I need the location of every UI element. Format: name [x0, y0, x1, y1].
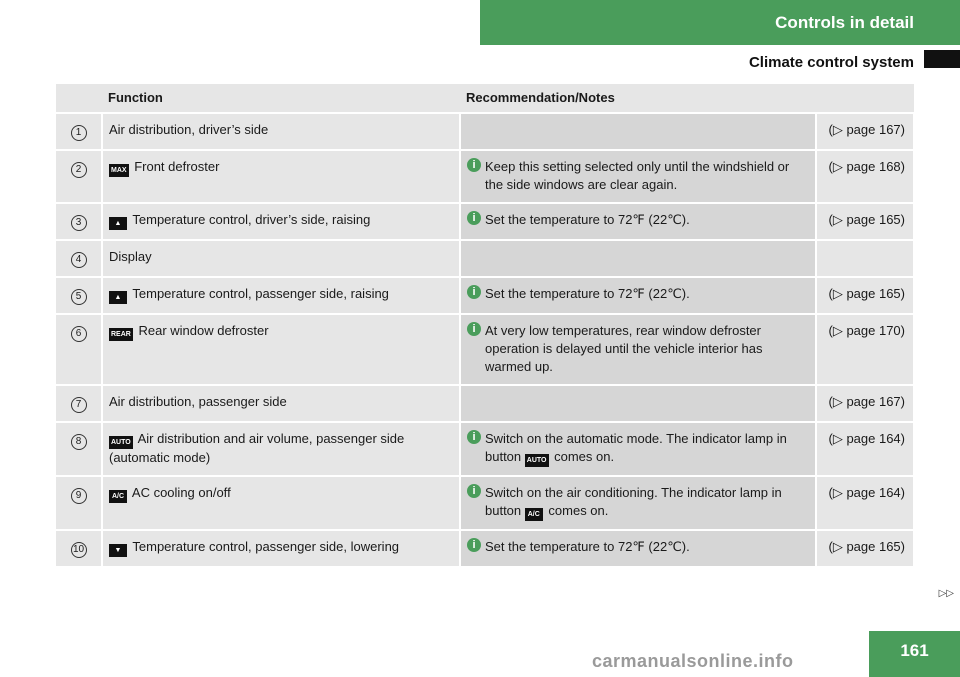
button-icon: ▼ — [109, 544, 127, 557]
thumb-index-tab — [924, 50, 960, 68]
button-icon: AUTO — [109, 436, 133, 449]
info-icon: i — [467, 322, 481, 336]
item-number: 7 — [71, 397, 87, 413]
button-icon: ▲ — [109, 217, 127, 230]
header-function: Function — [102, 84, 460, 113]
table-row — [56, 150, 914, 203]
table-row — [56, 277, 914, 314]
button-icon: REAR — [109, 328, 133, 341]
function-text: Air distribution, driver’s side — [109, 122, 269, 137]
note-text — [485, 484, 809, 521]
note-text-post: comes on. — [554, 449, 615, 464]
function-text: Temperature control, passenger side, raising — [132, 286, 389, 301]
table-row — [56, 113, 914, 150]
info-icon: i — [467, 211, 481, 225]
page-reference: (▷ page 168) — [816, 150, 914, 203]
note-text — [485, 430, 809, 467]
page-reference: (▷ page 164) — [816, 422, 914, 476]
page-reference: (▷ page 167) — [816, 385, 914, 422]
table-header-row — [56, 84, 914, 113]
page-reference: (▷ page 165) — [816, 530, 914, 567]
button-icon: A/C — [525, 508, 543, 521]
table-row — [56, 240, 914, 277]
button-icon: A/C — [109, 490, 127, 503]
table-row — [56, 314, 914, 385]
page-reference: (▷ page 165) — [816, 203, 914, 240]
note-text: At very low temperatures, rear window defroster operation is delayed until the vehicle interior has warmed up. — [485, 323, 763, 374]
table-row — [56, 203, 914, 240]
note-text: Keep this setting selected only until the windshield or the side windows are clear again. — [485, 159, 790, 192]
table-row — [56, 422, 914, 476]
item-number: 3 — [71, 215, 87, 231]
page-number: 161 — [900, 641, 929, 660]
item-number: 4 — [71, 252, 87, 268]
info-icon: i — [467, 430, 481, 444]
function-text: Display — [109, 249, 152, 264]
item-number: 6 — [71, 326, 87, 342]
note-text: Set the temperature to 72℉ (22℃). — [485, 212, 690, 227]
function-text: Air distribution, passenger side — [109, 394, 287, 409]
function-text: Air distribution and air volume, passenger side (automatic mode) — [109, 431, 405, 465]
header-notes: Recommendation/Notes — [460, 84, 816, 113]
button-icon: MAX — [109, 164, 129, 177]
function-text: Rear window defroster — [138, 323, 269, 338]
item-number: 2 — [71, 162, 87, 178]
item-number: 8 — [71, 434, 87, 450]
page-number-box — [869, 631, 960, 677]
info-icon: i — [467, 484, 481, 498]
item-number: 1 — [71, 125, 87, 141]
page-reference: (▷ page 164) — [816, 476, 914, 530]
page-reference: (▷ page 165) — [816, 277, 914, 314]
function-text: Front defroster — [134, 159, 220, 174]
button-icon: AUTO — [525, 454, 549, 467]
table-row — [56, 530, 914, 567]
page-reference — [816, 240, 914, 277]
section-header — [480, 0, 960, 45]
function-text: Temperature control, passenger side, lowering — [132, 539, 400, 554]
continue-arrows: ▷▷ — [938, 588, 954, 599]
table-row — [56, 476, 914, 530]
note-text: Set the temperature to 72℉ (22℃). — [485, 539, 690, 554]
function-text: Temperature control, driver’s side, raising — [132, 212, 371, 227]
info-icon: i — [467, 158, 481, 172]
info-icon: i — [467, 285, 481, 299]
note-text-post: comes on. — [548, 503, 609, 518]
button-icon: ▲ — [109, 291, 127, 304]
subsection-title: Climate control system — [748, 54, 914, 71]
page-reference: (▷ page 167) — [816, 113, 914, 150]
note-text-pre: Switch on the automatic mode. The indicator lamp in button — [485, 431, 787, 464]
section-title: Controls in detail — [775, 12, 914, 32]
note-text-pre: Switch on the air conditioning. The indicator lamp in button — [485, 485, 782, 518]
item-number: 5 — [71, 289, 87, 305]
info-icon: i — [467, 538, 481, 552]
watermark: carmanualsonline.info — [592, 651, 794, 671]
function-text: AC cooling on/off — [131, 485, 231, 500]
page-reference: (▷ page 170) — [816, 314, 914, 385]
item-number: 9 — [71, 488, 87, 504]
function-table — [56, 84, 915, 568]
table-row — [56, 385, 914, 422]
note-text: Set the temperature to 72℉ (22℃). — [485, 286, 690, 301]
item-number: 10 — [71, 542, 87, 558]
